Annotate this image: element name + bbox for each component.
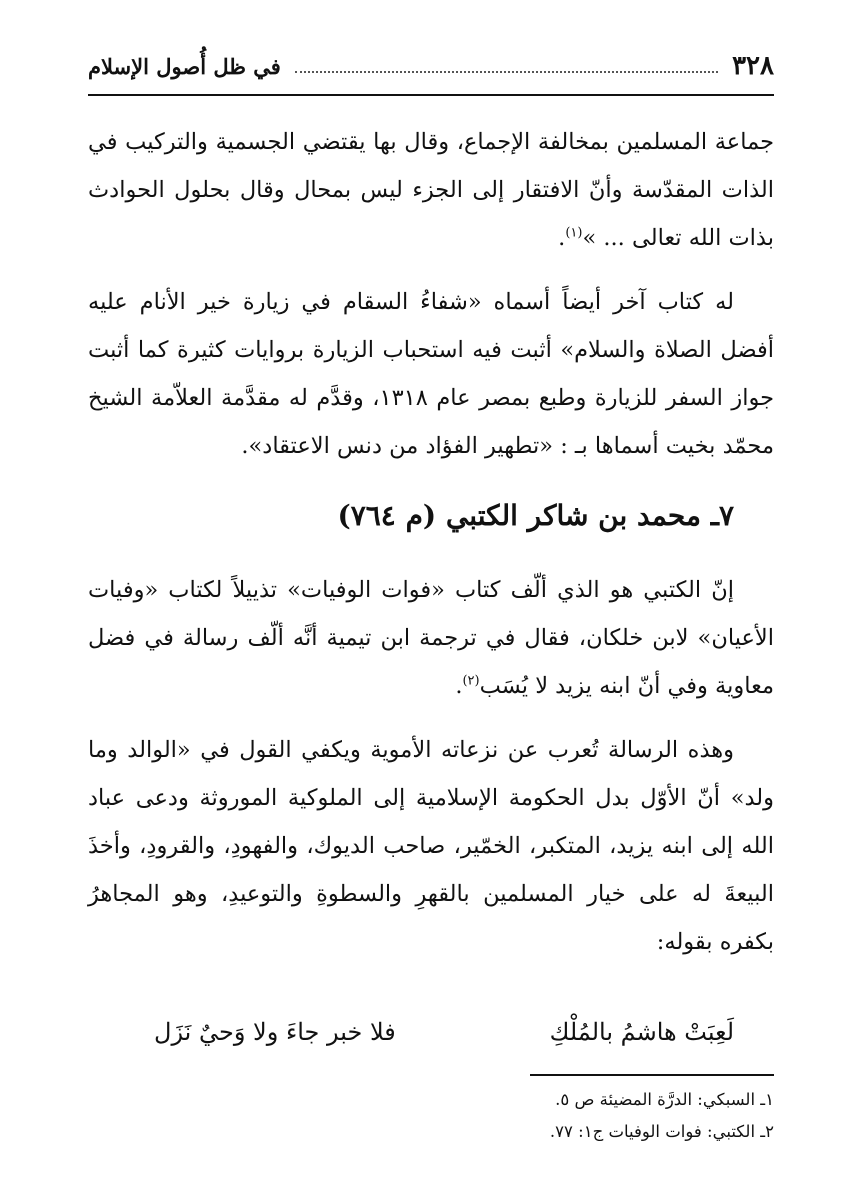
footnote-2: ٢ـ الكتبي: فوات الوفيات ج١: ٧٧. [549, 1122, 774, 1141]
header-dot-leader [295, 71, 718, 73]
footnote-rule [530, 1074, 774, 1076]
running-title: في ظل أُصول الإسلام [88, 53, 281, 79]
footnote-ref-1: (١) [565, 225, 583, 241]
footnotes [88, 1084, 774, 1148]
verse-first-hemistich: لَعِبَتْ هاشمُ بالمُلْكِ [549, 1018, 734, 1046]
paragraph-end-mark: . [558, 225, 566, 251]
section-heading: ٧ـ محمد بن شاكر الكتبي (م ٧٦٤) [337, 499, 734, 532]
page-header [88, 40, 774, 92]
paragraph-continuation [88, 118, 774, 262]
verse-second-hemistich: فلا خبر جاءَ ولا وَحيٌ نَزَل [154, 1018, 396, 1046]
footnote-ref-2: (٢) [462, 673, 480, 689]
poetry-verse [154, 1012, 734, 1052]
header-rule [88, 94, 774, 96]
paragraph-umayyad: وهذه الرسالة تُعرب عن نزعاته الأموية ويكفي القول في «الوالد وما ولد» أنّ الأوّل بدل الحكومة الإسلامية إلى الملوكية الموروثة ودعى عباد الله إلى ابنه يزيد، المتكبر، الخمّير، صاحب الديوك، والفهودِ، والقرودِ، وأخذَ البيعةَ له على خيار المسلمين بالقهرِ والسطوةِ والتوعيدِ، وهو المجاهرُ بكفره بقوله: [88, 737, 774, 955]
paragraph-text: إنّ الكتبي هو الذي ألّف كتاب «فوات الوفيات» تذييلاً لكتاب «وفيات الأعيان» لابن خلكان، فقال في ترجمة ابن تيمية أنَّه ألّف رسالة في فضل معاوية وفي أنّ ابنه يزيد لا يُسَب [88, 577, 774, 699]
footnote-1: ١ـ السبكي: الدرَّة المضيئة ص ٥. [555, 1090, 774, 1109]
paragraph-shifa-al-siqam: له كتاب آخر أيضاً أسماه «شفاءُ السقام في زيارة خير الأنام عليه أفضل الصلاة والسلام» أثبت فيه استحباب الزيارة بروايات كثيرة كما أثبت جواز السفر للزيارة وطبع بمصر عام ١٣١٨، وقدَّم له مقدَّمة العلاّمة الشيخ محمّد بخيت أسماها بـ : «تطهير الفؤاد من دنس الاعتقاد». [88, 289, 774, 459]
paragraph-kutubi [88, 566, 774, 710]
paragraph-text: جماعة المسلمين بمخالفة الإجماع، وقال بها يقتضي الجسمية والتركيب في الذات المقدّسة وأنّ الافتقار إلى الجزء ليس بمحال وقال بحلول الحوادث بذات الله تعالى ... » [88, 129, 774, 251]
page-number: ٣٢٨ [732, 51, 774, 81]
paragraph-end-mark: . [455, 673, 463, 699]
page-body [88, 118, 774, 1052]
